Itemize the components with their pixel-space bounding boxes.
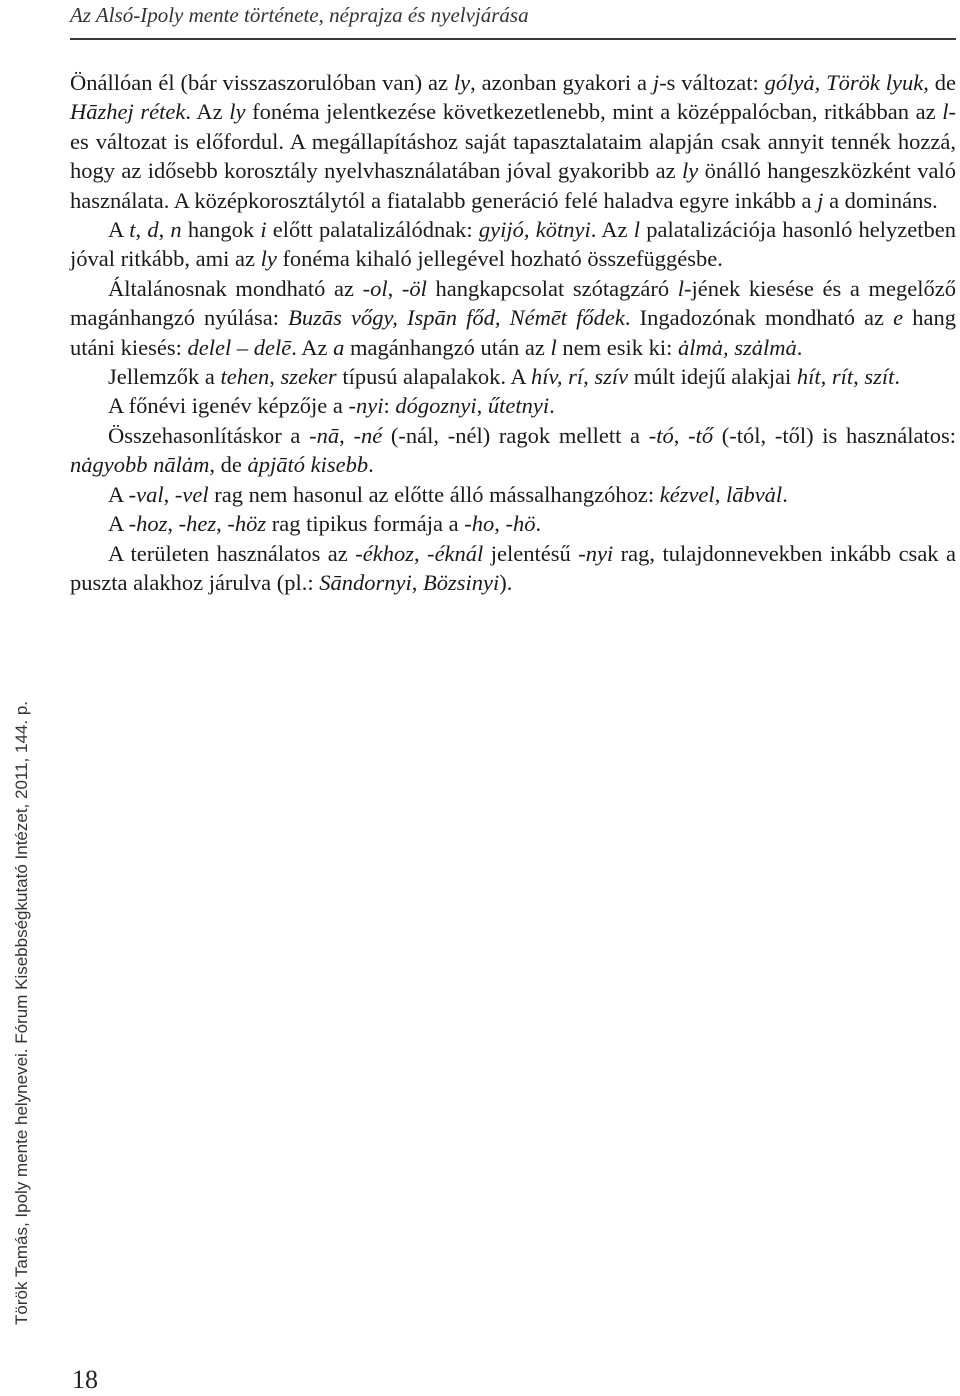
italic-term: t (129, 217, 136, 243)
text-run: , - (339, 422, 361, 448)
text-run: A - (108, 481, 137, 507)
italic-term: a (333, 334, 345, 360)
text-run: A főnévi igenév képzője a - (108, 393, 357, 419)
italic-term: hez (186, 511, 217, 537)
italic-term: nā (316, 422, 340, 448)
italic-term: Hāzhej rétek (70, 99, 186, 125)
italic-term: dógoznyi (395, 393, 477, 419)
italic-term: tő (695, 422, 714, 448)
italic-term: ȧlmȧ, szȧlmȧ (678, 334, 797, 360)
text-run: . Az (185, 99, 230, 125)
italic-term: nyi (585, 540, 614, 566)
italic-term: ly (453, 70, 471, 95)
italic-term: ékhoz (362, 540, 414, 566)
italic-term: ȧpjātó kisebb (247, 452, 369, 478)
italic-term: l (633, 217, 641, 243)
italic-term: ho (471, 511, 495, 537)
italic-term: vel (182, 481, 209, 507)
text-run: hangok (181, 217, 261, 243)
text-run: , (411, 569, 424, 595)
running-title: Az Alsó-Ipoly mente története, néprajza és nyelvjárása (70, 3, 529, 27)
text-run: , (853, 364, 865, 390)
italic-term: Bözsinyi (423, 569, 500, 595)
paragraph (70, 421, 956, 480)
italic-term: hoz (136, 511, 168, 537)
text-run: . (782, 481, 788, 507)
text-run: fonéma kihaló jellegével hozható összefüggésbe. (276, 246, 723, 272)
text-run: , de (209, 452, 248, 478)
text-run: , - (163, 481, 183, 507)
text-run: rag nem hasonul az előtte álló mássalhangzóhoz: (208, 481, 660, 507)
italic-term: delel (187, 334, 232, 360)
running-head (70, 0, 956, 40)
italic-term: nyi (356, 393, 384, 419)
text-run: . Az (590, 217, 634, 243)
text-run: A - (108, 511, 137, 537)
text-run: Általánosnak mondható az - (108, 275, 371, 301)
paragraph (70, 68, 956, 215)
italic-term: l (677, 275, 685, 301)
text-run: hang utáni kiesés: (70, 305, 956, 360)
text-run: , - (494, 511, 513, 537)
text-run: , - (216, 511, 235, 537)
italic-term: l (550, 334, 557, 360)
text-run: A területen használatos az - (108, 540, 363, 566)
italic-term: n (170, 217, 182, 243)
text-run: , (269, 364, 281, 390)
text-run: (-tól, -től) is használatos: (713, 422, 956, 448)
italic-term: l (942, 99, 949, 125)
page-number: 18 (72, 1365, 98, 1394)
text-run: (-nál, -nél) ragok mellett a - (382, 422, 657, 448)
text-run: . (796, 334, 803, 360)
text-run: , - (413, 540, 435, 566)
text-run: múlt idejű alakjai (628, 364, 797, 390)
paragraph (70, 391, 956, 420)
italic-term: lābvȧl (725, 481, 783, 507)
text-run: , (158, 217, 171, 243)
text-run: -s változat: (659, 70, 765, 95)
text-run: -jének kiesése és a megelőző magánhangzó nyúlása: (70, 275, 956, 331)
text-run: . (535, 511, 542, 537)
italic-term: hö (512, 511, 536, 537)
italic-term: d (147, 217, 159, 243)
italic-term: űtetnyi (487, 393, 550, 419)
text-run: Összehasonlításkor a - (108, 422, 317, 448)
text-run: , (714, 481, 726, 507)
paragraph (70, 509, 956, 538)
text-run: előtt palatalizálódnak: (266, 217, 479, 243)
text-run: , azonban gyakori a (470, 70, 653, 95)
text-run: – (231, 334, 254, 360)
italic-term: e (893, 305, 904, 331)
italic-term: öl (409, 275, 427, 301)
italic-term: hít, rít (796, 364, 854, 390)
italic-term: ly (229, 99, 246, 125)
italic-term: gyijó, kötnyi (478, 217, 591, 243)
text-run: típusú alapalakok. A (336, 364, 532, 390)
italic-term: tehen (220, 364, 270, 390)
text-run: . Az (291, 334, 334, 360)
paragraph (70, 215, 956, 274)
italic-term: kézvel (659, 481, 715, 507)
italic-term: delē (253, 334, 292, 360)
text-run: . (894, 364, 900, 390)
text-run: , de (923, 70, 956, 95)
italic-term: ol (370, 275, 388, 301)
text-run: ). (499, 569, 513, 595)
italic-term: ly (260, 246, 277, 272)
text-run: rag, tulajdonnevekben inkább csak a puszta alakhoz járulva (pl.: (70, 540, 956, 595)
paragraph (70, 480, 956, 509)
text-run: , - (167, 511, 187, 537)
italic-term: tó (656, 422, 674, 448)
text-run: , (135, 217, 148, 243)
text-run: . (549, 393, 555, 419)
text-run: , - (673, 422, 696, 448)
italic-term: gólyȧ, Török lyuk (764, 70, 924, 95)
text-run: magánhangzó után az (344, 334, 551, 360)
paragraph (70, 539, 956, 598)
text-run: A (108, 217, 130, 243)
text-run: . (368, 452, 374, 478)
italic-term: val (136, 481, 164, 507)
text-run: : (383, 393, 396, 419)
text-run: Önállóan él (bár visszaszorulóban van) az (70, 70, 454, 95)
italic-term: szeker (280, 364, 337, 390)
text-run: fonéma jelentkezése következetlenebb, mint a középpalócban, ritkábban az (245, 99, 943, 125)
text-run: Jellemzők a (108, 364, 221, 390)
text-run: rag tipikus formája a - (266, 511, 472, 537)
text-run: hangkapcsolat szótagzáró (426, 275, 678, 301)
paragraph (70, 274, 956, 362)
italic-term: höz (234, 511, 267, 537)
italic-term: né (360, 422, 383, 448)
text-run: a domináns. (823, 187, 938, 213)
italic-term: j (817, 187, 824, 213)
text-run: palatalizációja hasonló helyzetben jóval ritkább, ami az (70, 217, 957, 272)
text-run: . Ingadozónak mondható az (624, 305, 894, 331)
text-run: , - (387, 275, 410, 301)
italic-term: szít (864, 364, 895, 390)
italic-term: j (652, 70, 660, 95)
italic-term: ly (681, 158, 699, 184)
text-run: önálló hangeszközként való használata. A középkorosztálytól a fiatalabb generáció felé haladva egyre inkább a (70, 158, 956, 213)
italic-term: i (260, 217, 267, 243)
text-run: , (476, 393, 488, 419)
italic-term: hív, rí, szív (531, 364, 629, 390)
italic-term: Sāndornyi (319, 569, 412, 595)
paragraph (70, 362, 956, 391)
text-run: nem esik ki: (556, 334, 678, 360)
italic-term: nȧgyobb nālȧm (70, 452, 210, 478)
italic-term: éknál (434, 540, 484, 566)
text-run: -es változat is előfordul. A megállapításhoz saját tapasztalataim alapján csak annyit tennék hozzá, hogy az idősebb korosztály nyelvhasználatában jóval gyakoribb az (70, 99, 957, 184)
text-run: jelentésű - (483, 540, 586, 566)
body-text (70, 68, 956, 597)
source-citation: Török Tamás, Ipoly mente helynevei. Fórum Kisebbségkutató Intézet, 2011, 144. p. (12, 701, 31, 1325)
italic-term: Buzās vőgy, Ispān főd, Némēt fődek (288, 305, 625, 331)
